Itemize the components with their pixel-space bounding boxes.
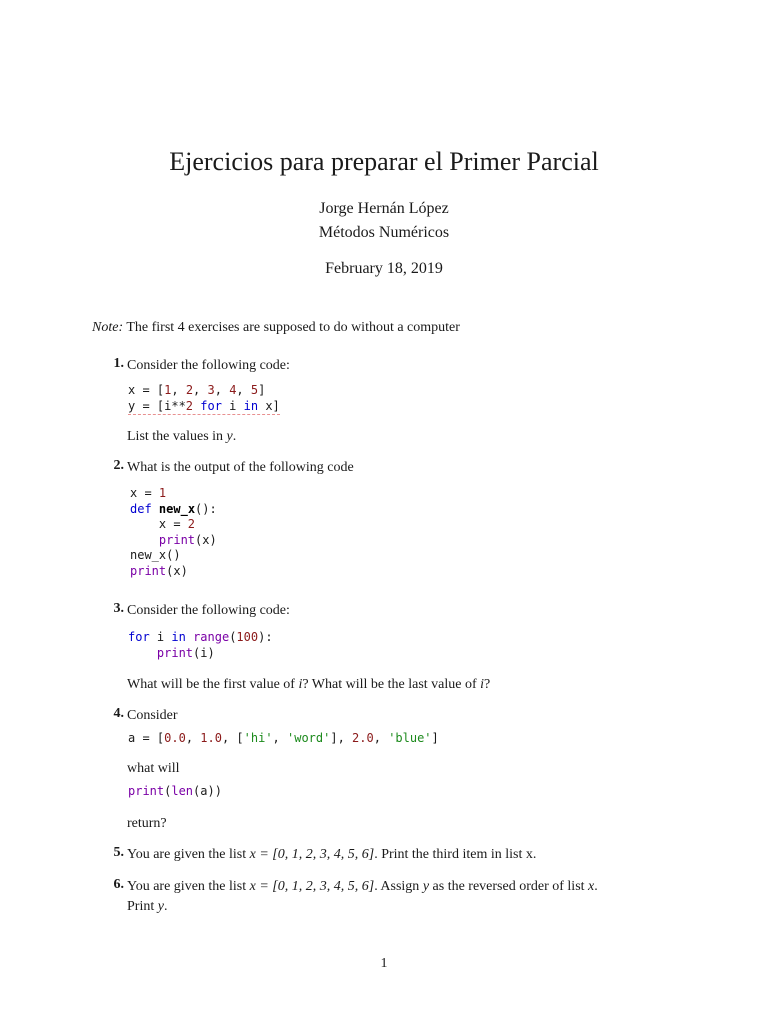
code-line: for i in range(100): — [128, 630, 273, 644]
code-line: new_x() — [130, 548, 181, 562]
exercise-1-followup — [127, 427, 236, 447]
exercise-2-number: 2. — [113, 458, 124, 473]
exercise-3-code — [128, 630, 273, 661]
followup-text: What will be the first value of — [127, 677, 299, 692]
line — [127, 877, 682, 897]
exercise-4-middle: what will — [127, 761, 180, 776]
math-var-y: y — [422, 879, 430, 894]
math-list: x = [0, 1, 2, 3, 4, 5, 6] — [249, 847, 375, 862]
text: . Print the third item in list x. — [374, 847, 537, 862]
exercise-5-text — [127, 845, 536, 865]
followup-text: ? — [484, 677, 491, 692]
math-var-y: y — [157, 899, 164, 914]
exercise-3-number: 3. — [113, 601, 124, 616]
exercise-1-number: 1. — [113, 356, 124, 371]
text: . — [594, 879, 598, 894]
followup-text: ? What will be the last value of — [302, 677, 481, 692]
code-line: def new_x(): — [130, 501, 217, 516]
followup-text: . — [232, 429, 237, 444]
text: You are given the list — [127, 879, 250, 894]
code-line: print(i) — [156, 645, 215, 660]
exercise-4-code-2: print(len(a)) — [128, 784, 222, 798]
code-line: print(x) — [158, 532, 217, 547]
document-title: Ejercicios para preparar el Primer Parcial — [169, 147, 599, 176]
followup-text: List the values in — [127, 429, 227, 444]
exercise-3-followup — [127, 675, 490, 695]
text: . Assign — [374, 879, 423, 894]
exercise-4-end: return? — [127, 816, 167, 831]
note — [92, 320, 460, 336]
exercise-4-code: a = [0.0, 1.0, ['hi', 'word'], 2.0, 'blue'] — [128, 731, 439, 745]
exercise-4-number: 4. — [113, 706, 124, 721]
page-number: 1 — [380, 956, 388, 971]
text: . — [163, 899, 168, 914]
line — [127, 897, 682, 917]
code-line: x = [1, 2, 3, 4, 5] — [128, 383, 266, 397]
code-line: x = 2 — [130, 517, 196, 531]
exercise-6-text — [127, 877, 682, 917]
author-name: Jorge Hernán López — [319, 200, 449, 217]
math-var-i: i — [480, 677, 485, 692]
exercise-5-number: 5. — [113, 845, 124, 860]
exercise-6-number: 6. — [113, 877, 124, 892]
text: Print — [127, 899, 158, 914]
math-var-x: x — [588, 879, 595, 894]
exercise-4-prompt: Consider — [127, 708, 178, 723]
math-var-y: y — [226, 429, 233, 444]
text: You are given the list — [127, 847, 250, 862]
exercise-2-prompt: What is the output of the following code — [127, 460, 354, 475]
note-text: The first 4 exercises are supposed to do without a computer — [123, 320, 460, 335]
code-line: x = 1 — [130, 486, 167, 500]
exercise-3-prompt: Consider the following code: — [127, 603, 290, 618]
math-var-i: i — [298, 677, 303, 692]
exercise-1-code — [128, 383, 280, 415]
exercise-1-prompt: Consider the following code: — [127, 358, 290, 373]
course-name: Métodos Numéricos — [318, 224, 450, 241]
code-line: y = [i**2 for i in x] — [128, 399, 280, 416]
math-list: x = [0, 1, 2, 3, 4, 5, 6] — [249, 879, 375, 894]
exercise-2-code — [130, 486, 217, 579]
note-label: Note: — [92, 320, 124, 335]
text: as the reversed order of list — [429, 879, 589, 894]
code-line: print(x) — [130, 563, 188, 578]
document-date: February 18, 2019 — [325, 260, 443, 277]
